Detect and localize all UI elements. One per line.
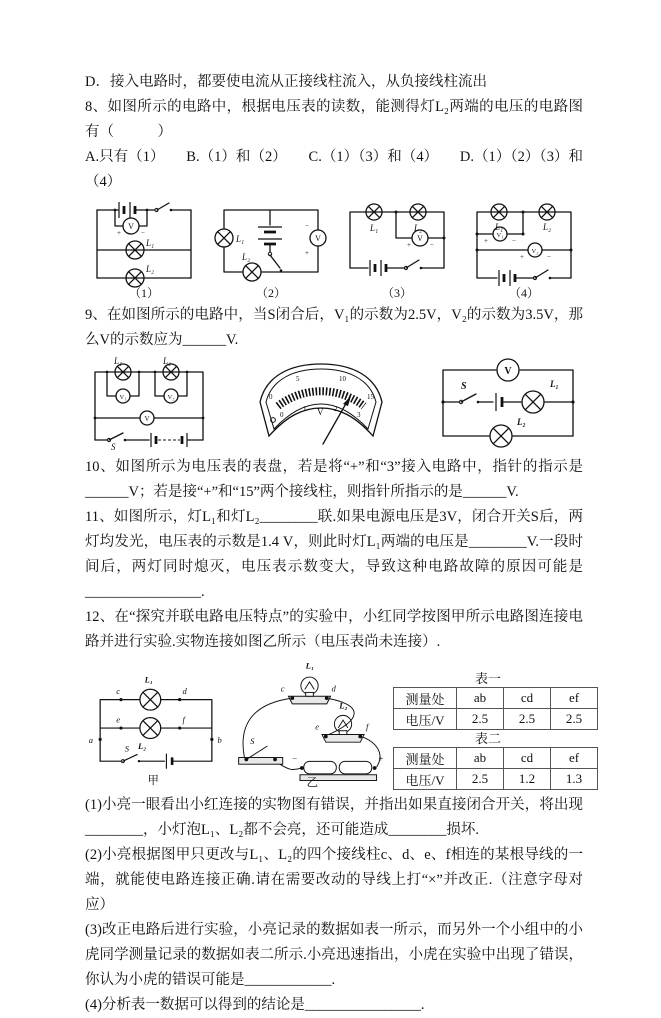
question-12-text: 12、在“探究并联电路电压特点”的实验中，小红同学按图甲所示电路图连接电路并进行实验.实物连接如图乙所示（电压表尚未连接）.	[85, 609, 583, 650]
question-8-options: A.只有（1） B.（1）和（2） C.（1）（3）和（4） D.（1）（2）（3）和（4）	[85, 149, 583, 190]
lamp-L2-holder	[315, 701, 370, 743]
table-1-title: 表一	[474, 671, 501, 686]
sub-question-4-text: (4)分析表一数据可以得到的结论是________________.	[85, 997, 425, 1013]
table-1	[393, 687, 598, 730]
circuit-figure-4	[465, 198, 583, 300]
question-8-stem: 8、如图所示的电路中，根据电压表的读数，能测得灯L₂两端的电压的电路图有（ ）	[85, 99, 583, 140]
svg-text:2: 2	[334, 405, 338, 413]
svg-text:V₂: V₂	[531, 248, 539, 255]
question-12-figures	[85, 658, 583, 790]
circuit-figure-2	[212, 198, 330, 300]
circuit-figure-3	[338, 198, 456, 300]
lamp-L1-symbol	[491, 204, 507, 232]
svg-text:L₁: L₁	[370, 223, 379, 233]
voltmeter-symbol	[395, 211, 446, 250]
lamp-L2-symbol	[410, 204, 426, 233]
svg-text:c: c	[116, 685, 121, 696]
svg-text:+: +	[378, 753, 384, 764]
table-1-data-cell: 2.5	[457, 709, 504, 730]
lamp-L1-symbol	[366, 204, 382, 233]
voltmeter-2-symbol	[154, 371, 189, 403]
table-1-header-cell: 测量处	[394, 688, 457, 709]
table-2-data-cell: 1.2	[504, 769, 551, 790]
switch-symbol	[405, 260, 423, 270]
voltmeter-dial	[254, 356, 389, 452]
table-2-data-cell: 1.3	[551, 769, 598, 790]
svg-text:3: 3	[357, 411, 361, 419]
schematic-jia	[85, 668, 227, 790]
svg-text:0: 0	[269, 393, 273, 401]
svg-text:1: 1	[303, 405, 307, 413]
table-2-header-cell: cd	[504, 748, 551, 769]
svg-text:15: 15	[367, 393, 374, 401]
battery-symbol	[370, 260, 386, 276]
svg-text:S: S	[250, 736, 255, 747]
svg-text:d: d	[182, 685, 187, 696]
figure-2-caption: （2）	[255, 286, 286, 300]
question-10-text: 10、如图所示为电压表的表盘，若是将“+”和“3”接入电路中，指针的指示是______V；若是接“+”和“15”两个接线柱，则指针所指示的是______V.	[85, 459, 583, 500]
svg-text:L₁: L₁	[494, 222, 504, 232]
svg-text:V₁: V₁	[119, 394, 127, 401]
option-d-text: D．接入电路时，都要使电流从正接线柱流入，从负接线柱流出	[85, 74, 487, 90]
svg-text:V₂: V₂	[167, 394, 175, 401]
svg-text:L₁: L₁	[550, 379, 559, 389]
svg-text:L₁: L₁	[114, 356, 123, 366]
table-2-data-cell: 2.5	[457, 769, 504, 790]
voltmeter-1-symbol	[106, 371, 141, 403]
svg-text:−: −	[304, 222, 309, 230]
switch-symbol	[268, 252, 282, 271]
figure-jia-caption: 甲	[147, 774, 159, 787]
lamp-L1-symbol	[140, 675, 161, 710]
svg-text:c: c	[280, 683, 285, 694]
question-9-text: 9、在如图所示的电路中，当S闭合后，V₁的示数为2.5V，V₂的示数为3.5V，那么V的示数应为______V.	[85, 307, 583, 348]
figure-4-caption: （4）	[508, 286, 539, 300]
svg-text:L₂: L₂	[163, 356, 172, 366]
svg-text:−: −	[511, 237, 516, 245]
svg-text:−: −	[292, 753, 298, 764]
switch-symbol	[533, 270, 551, 280]
svg-text:0: 0	[280, 411, 284, 419]
sub-question-3-text: (3)改正电路后进行实验，小亮记录的数据如表一所示，而另外一个小组中的小虎同学测量记录的数据如表二所示.小亮迅速指出，小虎在实验中出现了错误，你认为小虎的错误可能是____________.	[85, 922, 583, 988]
battery-symbol	[496, 393, 502, 411]
svg-text:10: 10	[339, 375, 346, 383]
svg-text:S: S	[124, 743, 130, 754]
voltmeter-symbol	[497, 359, 519, 381]
sub-question-1-text: (1)小亮一眼看出小红连接的实物图有错误，并指出如果直接闭合开关，将出现________，小灯泡L₁、L₂都不会亮，还可能造成________损坏.	[85, 797, 583, 838]
svg-text:V: V	[504, 366, 512, 377]
svg-text:L₁: L₁	[144, 674, 153, 685]
table-2	[393, 747, 598, 790]
svg-text:L₁: L₁	[146, 238, 155, 248]
battery-symbol	[151, 433, 187, 447]
svg-text:e: e	[315, 721, 320, 732]
table-1-header-cell: ab	[457, 688, 504, 709]
table-2-header-cell: ef	[551, 748, 598, 769]
svg-text:e: e	[116, 714, 121, 725]
table-1-data-cell: 2.5	[551, 709, 598, 730]
question-9-11-figures	[85, 356, 583, 452]
needle	[323, 396, 351, 444]
svg-text:L₂: L₂	[138, 740, 147, 751]
question-8-figures	[85, 198, 583, 300]
question-11-text: 11、如图所示，灯L₁和灯L₂________联.如果电源电压是3V，闭合开关S后，两灯均发光，电压表的示数是1.4 V，则此时灯L₁两端的电压是________V.一段时间后，两灯同时熄灭，电压表示数变大，导致这种电路故障的原因可能是________________.	[85, 509, 583, 600]
svg-text:a: a	[88, 735, 94, 746]
circuit-figure-1	[85, 198, 203, 300]
table-1-data-cell: 电压/V	[394, 709, 457, 730]
svg-text:V: V	[128, 222, 134, 231]
svg-text:5: 5	[296, 375, 300, 383]
svg-text:+: +	[519, 253, 524, 261]
battery-symbol	[499, 270, 515, 286]
svg-text:+: +	[407, 241, 412, 249]
svg-text:L₁: L₁	[305, 660, 314, 671]
table-1-header-cell: ef	[551, 688, 598, 709]
data-tables	[393, 670, 583, 790]
svg-text:d: d	[331, 683, 336, 694]
svg-text:b: b	[217, 735, 222, 746]
svg-text:V: V	[144, 415, 150, 423]
switch-symbol	[107, 433, 126, 452]
lamp-L1-symbol	[113, 356, 131, 380]
svg-text:L₂: L₂	[241, 252, 250, 262]
series-circuit-with-voltmeters	[85, 356, 210, 452]
svg-text:+: +	[117, 229, 121, 237]
svg-text:V: V	[417, 234, 424, 243]
figure-3-caption: （3）	[382, 286, 413, 300]
figure-1-caption: （1）	[128, 286, 160, 300]
lamp-L2-symbol	[162, 356, 179, 380]
battery-symbol	[119, 202, 135, 218]
table-2-header-cell: ab	[457, 748, 504, 769]
svg-text:+: +	[304, 249, 309, 257]
table-2-header-cell: 测量处	[394, 748, 457, 769]
table-2-title: 表二	[474, 731, 501, 746]
figure-yi-caption: 乙	[306, 777, 319, 790]
lamp-L2-symbol	[241, 252, 261, 281]
lamp-L1-symbol	[522, 379, 559, 413]
switch-base	[239, 736, 283, 764]
lamp-L1-symbol	[97, 238, 191, 259]
lamp-L2-symbol	[539, 204, 555, 232]
svg-text:L₂: L₂	[339, 700, 348, 711]
lamp-L2-symbol	[137, 718, 161, 751]
voltmeter-2-symbol	[475, 243, 572, 261]
dial-inner-scale	[280, 405, 361, 419]
dial-unit: V	[317, 407, 324, 417]
table-2-data-cell: 电压/V	[394, 769, 457, 790]
svg-text:L₂: L₂	[542, 222, 552, 232]
lamp-L1-symbol	[215, 229, 244, 247]
svg-text:−: −	[546, 253, 551, 261]
lamp-L2-symbol	[490, 417, 526, 447]
table-1-data-cell: 2.5	[504, 709, 551, 730]
svg-text:−: −	[141, 229, 145, 237]
parallel-circuit-q11	[433, 356, 583, 452]
apparatus-yi	[231, 658, 389, 790]
svg-text:−: −	[430, 241, 435, 249]
lamp-L2-symbol	[97, 264, 191, 287]
svg-text:L₂: L₂	[517, 417, 526, 427]
svg-text:V₁: V₁	[496, 232, 504, 239]
battery-symbol	[166, 754, 172, 769]
svg-text:f: f	[366, 721, 369, 732]
svg-text:L₁: L₁	[235, 234, 244, 244]
sub-question-2-text: (2)小亮根据图甲只更改与L₁、L₂的四个接线柱c、d、e、f相连的某根导线的一端，就能使电路连接正确.请在需要改动的导线上打“×”并改正.（注意字母对应）	[85, 847, 583, 913]
svg-text:L₂: L₂	[414, 223, 423, 233]
svg-text:S: S	[461, 381, 467, 392]
table-1-header-cell: cd	[504, 688, 551, 709]
battery-symbol	[258, 210, 282, 252]
svg-text:+: +	[483, 237, 488, 245]
voltmeter-symbol	[305, 222, 326, 257]
voltmeter-symbol	[94, 411, 205, 425]
switch-symbol	[155, 203, 172, 212]
lamp-L1-holder	[281, 660, 337, 703]
svg-text:L₂: L₂	[146, 264, 155, 274]
switch-symbol	[459, 381, 479, 404]
svg-text:f: f	[182, 714, 185, 725]
svg-text:V: V	[314, 234, 321, 243]
svg-text:S: S	[111, 442, 116, 452]
